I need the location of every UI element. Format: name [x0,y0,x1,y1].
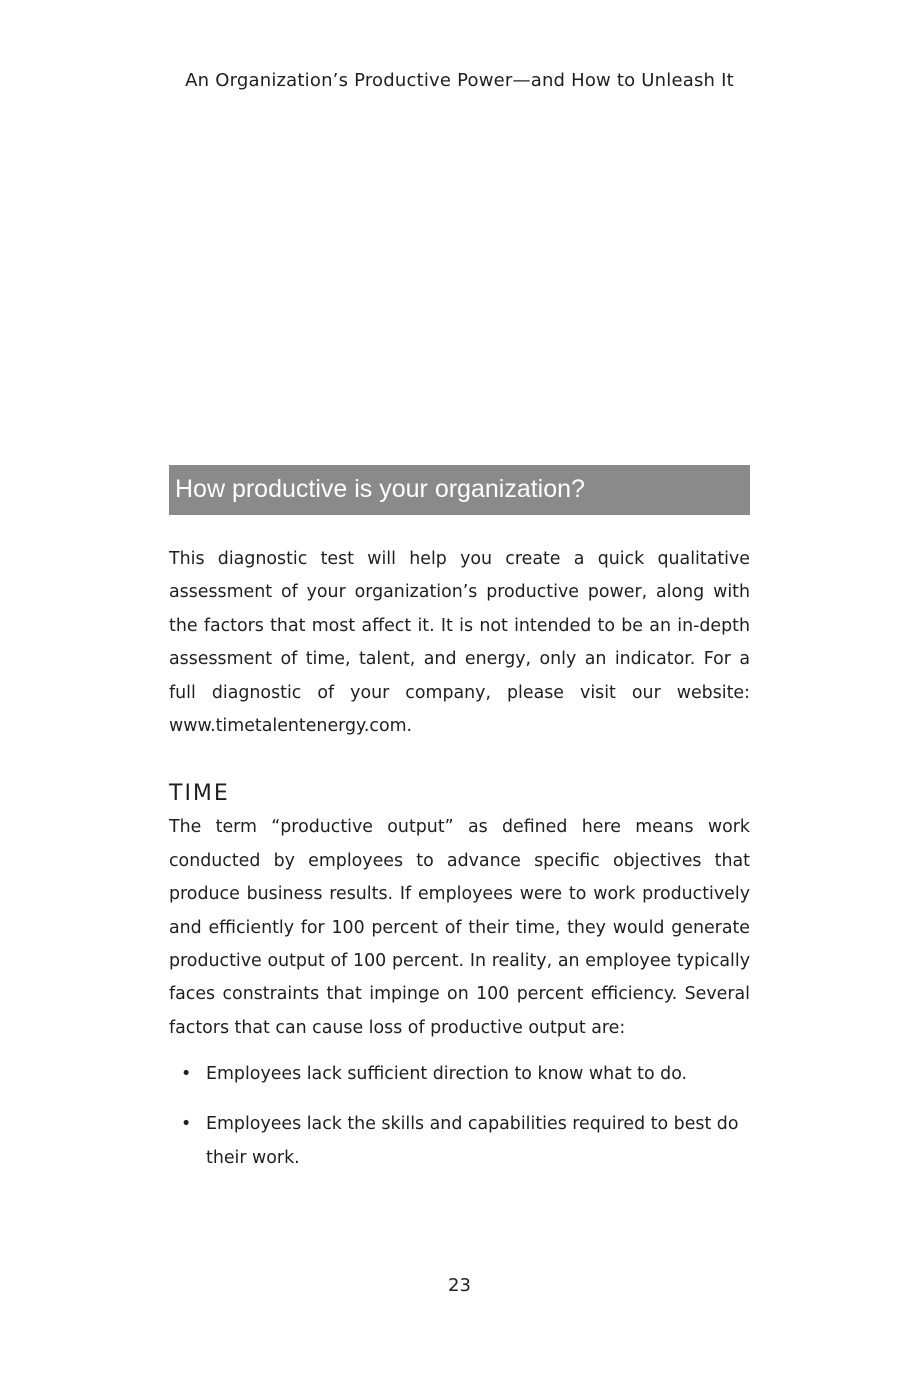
page-number: 23 [448,1275,471,1296]
bullet-icon: • [181,1114,192,1135]
bullet-icon: • [181,1064,192,1085]
factors-list [169,1058,750,1175]
section-banner [169,465,750,515]
running-head: An Organization’s Productive Power—and How to Unleash It [185,70,734,91]
list-item-text: Employees lack sufficient direction to know what to do. [206,1064,688,1085]
section-heading-time: TIME [169,781,230,807]
list-item [169,1108,750,1175]
list-item [169,1058,750,1091]
banner-title: How productive is your organization? [175,475,585,503]
intro-paragraph: This diagnostic test will help you create a quick qualitative assessment of your organization’s productive power, along with the factors that most affect it. It is not intended to be an in-depth assessment of time, talent, and energy, only an indicator. For a full diagnostic of your company, please visit our website: www.timetalentenergy.com. [169,549,750,737]
page-content [169,465,750,1192]
list-item-text: Employees lack the skills and capabilities required to best do their work. [206,1114,739,1168]
time-paragraph: The term “productive output” as defined here means work conducted by employees to advance specific objectives that produce business results. If employees were to work productively and efficiently for 100 percent of their time, they would generate productive output of 100 percent. In reality, an employee typically faces constraints that impinge on 100 percent efficiency. Several factors that can cause loss of productive output are: [169,817,750,1038]
